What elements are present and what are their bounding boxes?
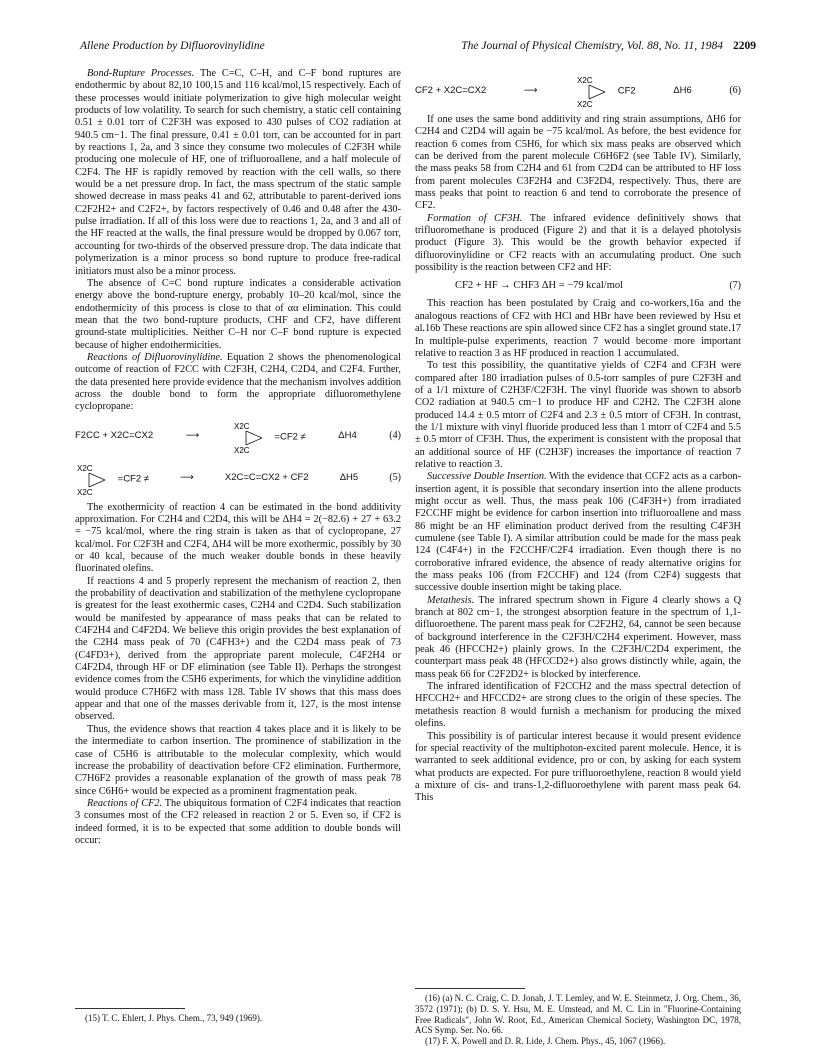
footnotes-right: [415, 982, 741, 1047]
running-title: Allene Production by Difluorovinylidine: [80, 40, 265, 52]
paragraph-double-insertion: [415, 471, 741, 594]
paragraph-text: The ubiquitous formation of C2F4 indicates that reaction 3 consumes most of the CF2 released in reaction 2 or 5. Even so, if CF2 is indeed formed, it is to be expected that some addition to double bonds will occur:: [75, 797, 401, 846]
run-in-heading: Successive Double Insertion.: [427, 471, 547, 483]
equation-7: [415, 278, 741, 294]
cyclopropane-ring-icon: [575, 73, 615, 109]
left-column: [75, 68, 401, 847]
footnotes-left: [75, 1002, 401, 1024]
paragraph-exothermicity: The exothermicity of reaction 4 can be estimated in the bond additivity approximation. For C2H4 and C2D4, this will be ΔH4 = 2(−82.6) + 27 + 63.2 = −75 kcal/mol, where the ring strain is taken as that of cyclopropane, 27 kcal/mol. For C2F3H and C2F4, ΔH4 will be more exothermic, possibly by 30 or 40 kcal, because of the much weaker double bonds in these heavily fluorinated olefins.: [75, 501, 401, 575]
equation-number: (7): [729, 280, 741, 292]
arrow-icon: ⟶: [180, 472, 194, 484]
equation-rhs: X2C=C=CX2 + CF2: [224, 472, 309, 484]
equation-number: (6): [729, 84, 741, 96]
paragraph-text: The C=C, C–H, and C–F bond ruptures are endothermic by about 82,10 100,15 and 116 kcal/mol,15 respectively. Each of these processes would initiate polymerization to give high molecular weight products of low volatility. To search for such chemistry, a static cell containing 0.51 ± 0.01 torr of C2F3H was exposed to 430 pulses of CO2 radiation at 940.5 cm−1. The final pressure, 0.41 ± 0.01 torr, can be accounted for in part by reactions 1, 2a, and 3 since they consume two molecules of C2F3H while producing one molecule of HF, one of trifluoroallene, and a half molecule of C2F4. The HF is rapidly removed by reaction with the cell walls, so there would be a net pressure drop. In fact, the mass spectrum of the static sample showed decrease in mass peaks 41 and 62, attributable to parent-derived ions C2F2H2+ and C2F2+, by factors respectively of 0.46 and 0.48 after the 430-pulse irradiation. If all of this loss were due to reactions 1, 2a, and 3 and all of the HF reacted at the walls, the final pressure would be dropped by 0.067 torr, accounting for two-thirds of the observed pressure drop. The data indicate that polymerization is a minor process so bond rupture to produce free-radical initiators must also be a minor process.: [75, 68, 402, 277]
equation-lhs: =CF2 ≠: [117, 473, 149, 485]
paragraph-mechanism: If reactions 4 and 5 properly represent the mechanism of reaction 2, then the probability of deactivation and stabilization of the methylene cyclopropane is greatest for the least exothermic cases, C2H4 and C2D4. Such stabilization would be manifested by appearance of mass peaks that can be related to C4F2H4 and C4F2D4. We believe this origin provides the best explanation of the C2H4 mass peak of 70 (C4FH3+) and the C2D4 mass peak of 73 (C4FD3+), derived from the appropriate parent molecule, C4F2H4 or C4F2D4, through HF or DF elimination (see Table II). Perhaps the strongest evidence comes from the C5H6 experiments, for which the vinylidine addition would produce C7H6F2 with mass 128. Table IV shows that this mass does appear and that one of the masses derivable from it, 127, is the most intense observed.: [75, 575, 401, 723]
footnote-15: (15) T. C. Ehlert, J. Phys. Chem., 73, 949 (1969).: [85, 1013, 263, 1023]
cyclopropane-ring-icon: [75, 461, 115, 497]
run-in-heading: Reactions of Difluorovinylidine.: [87, 351, 223, 363]
equation-lhs: F2CC + X2C=CX2: [75, 430, 154, 442]
footnote-rule: [75, 1008, 185, 1009]
paragraph-text: With the evidence that CCF2 acts as a carbon-insertion agent, it is possible that secondary insertion into the allene products might occur as well. Thus, the mass peak 106 (C4F3H+) from irradiated F2CCHF might be evidence for carbon insertion into trifluoroallene and mass 86 might be an HF elimination product derived from the resulting C4F3H cumulene (see Table I). A similar attribution could be made for the mass peak 124 (C4F4+) in the F2CCHF/C2F4 irradiation. Even though there is no corroborative infrared evidence, the absence of ready alternative origins for the mass peaks 106 (from F2CCHF) and 124 (from C2F4) suggests that successive double insertion might be taking place.: [415, 471, 741, 594]
journal-header: [461, 40, 756, 52]
run-in-heading: Metathesis.: [427, 594, 475, 606]
arrow-icon: ⟶: [523, 84, 538, 96]
cyclopropane-structure: [75, 461, 149, 497]
cyclopropane-ring-icon: [232, 419, 272, 455]
paragraph-text: The infrared spectrum shown in Figure 4 clearly shows a Q branch at 802 cm−1, the strongest absorption feature in the spectrum of 1,1-difluoroethene. The parent mass peak for C2F2H2, 64, cannot be seen because of background interference in the C2F3H/C2H4 experiment. However, mass peak 46 (HFCCH2+) plainly grows. In the C2F3H/C2D4 experiment, the counterpart mass peak 48 (HFCCD2+) also grows distinctly while, again, the mass peak 66 for C2F2D2+ is blocked by interference.: [415, 594, 742, 680]
paragraph-vinylidine: [75, 352, 401, 414]
ring-label-bottom: X2C: [233, 445, 250, 455]
paragraph-possibility: This possibility is of particular interest because it would present evidence for special reactivity of the multiphoton-excited parent molecule. Hence, it is warranted to seek additional evidence, pro or con, by asking for each system what products are expected. For pure trifluoroethylene, reaction 8 would yield a mixture of cis- and trans-1,2-difluoroethylene with parent mass peak 64. This: [415, 730, 741, 804]
equation-rhs: =CF2 ≠: [274, 431, 306, 443]
enthalpy-label: ΔH4: [338, 430, 357, 442]
cyclopropane-structure: [575, 73, 636, 109]
equation-number: (4): [389, 430, 401, 442]
paragraph-evidence: Thus, the evidence shows that reaction 4 takes place and it is likely to be the intermediate to carbon insertion. The prominence of stabilization in the case of C5H6 is attributable to the molecular complexity, which would increase the probability of deactivation before CF2 elimination. Furthermore, C7H6F2 provides a reasonable explanation of the growth of mass peak 78 since C6H6+ would be expected as a prominent fragmentation peak.: [75, 723, 401, 797]
footnote-16: (16) (a) N. C. Craig, C. D. Jonah, J. T. Lemley, and W. E. Steinmetz, J. Org. Chem., 36, 3572 (1971); (b) D. S. Y. Hsu, M. E. Umstead, and M. C. Lin in "Fluorine-Containing Free Radicals", John W. Root, Ed., American Chemical Society, Washington DC, 1978, ACS Symp. Ser. No. 66.: [415, 993, 741, 1036]
page-number: 2209: [733, 40, 756, 52]
paragraph-craig: This reaction has been postulated by Craig and co-workers,16a and the analogous reactions of CF2 with HCl and HBr have been reviewed by Hsu et al.16b These reactions are spin allowed since CF2 has a singlet ground state.17 In multiple-pulse experiments, reaction 7 would become more important relative to reaction 3 as HF produced in reaction 1 accumulated.: [415, 298, 741, 359]
equation-5: [75, 460, 401, 498]
ring-label-top: X2C: [233, 421, 250, 431]
footnote-rule: [415, 988, 525, 989]
equation-6: [415, 72, 741, 110]
paragraph-text: The infrared evidence definitively shows that trifluoromethane is produced (Figure 2) and that it is a delayed photolysis product (Figure 3). This would be the growth behavior expected if difluorovinylidine or CF2 reacts with an accumulating product. One such possibility is the reaction between CF2 and HF:: [415, 212, 741, 274]
paragraph-cf3h: [415, 213, 741, 275]
paragraph-cc-rupture: The absence of C=C bond rupture indicates a considerable activation energy above the bond-rupture energy, probably 10–20 kcal/mol, since the endothermicity of this process is close to that of αα elimination. This could mean that the two bond-rupture products, CHF and CF2, have different ground-state multiplicities. Neither C–H nor C–F bond rupture is expected because of higher endothermicities.: [75, 277, 401, 351]
footnote-17: (17) F. X. Powell and D. R. Lide, J. Chem. Phys., 45, 1067 (1966).: [425, 1036, 666, 1047]
paragraph-reaction6: If one uses the same bond additivity and ring strain assumptions, ΔH6 for C2H4 and C2D4 will again be −75 kcal/mol. As before, the best evidence for reaction 6 comes from C5H6, for which six mass peaks are observed which can be derived from the parent molecule C6H6F2 (see Table IV). Similarly, the mass peaks 58 from C2H4 and 61 from C2D4 can be attributed to HF loss from parent molecules C3F2H4 and C3F2D4, respectively. Thus, there are mass peaks that point to reaction 6 and tend to corroborate the presence of CF2.: [415, 114, 741, 212]
enthalpy-label: ΔH5: [339, 472, 359, 484]
run-in-heading: Reactions of CF2.: [87, 797, 163, 809]
paragraph-bond-rupture: [75, 68, 401, 278]
equation-rhs: CF2: [617, 85, 636, 97]
equation-4: [75, 418, 401, 456]
paragraph-text: Equation 2 shows the phenomenological outcome of reaction of F2CC with C2F3H, C2H4, C2D4, and C2F4. Further, the data presented here provide evidence that the mechanism involves addition across the double bond to form the appropriate difluoromethylene cyclopropane:: [75, 351, 401, 413]
ring-label-bottom: X2C: [577, 100, 593, 109]
paragraph-test: To test this possibility, the quantitative yields of C2F4 and CF3H were compared after 180 irradiation pulses of 0.5-torr samples of pure C2F3H and of a 1/1 mixture of C2H3F/C2F3H. The vinyl fluoride was shown to absorb CO2 radiation at 940.5 cm−1 to produce HF and C2H2. The C2F3H alone produced 14.4 ± 0.5 mtorr of C2F4 and 2.3 ± 0.5 mtorr of CF3H. In contrast, the 1/1 mixture with vinyl fluoride produced less than 1 mtorr of C2F4 and 5.5 ± 0.5 mtorr of CF3H. Thus, the experiment is consistent with the proposal that an additional source of HF (C2H3F) increases the importance of reaction 7 relative to reaction 3.: [415, 360, 741, 470]
cyclopropane-structure: [232, 419, 306, 455]
paragraph-cf2-reactions: [75, 798, 401, 847]
ring-label-top: X2C: [577, 76, 593, 85]
equation-body: CF2 + HF → CHF3 ΔH = −79 kcal/mol: [455, 280, 624, 292]
arrow-icon: ⟶: [185, 430, 200, 442]
ring-label-bottom: X2C: [77, 487, 93, 497]
run-in-heading: Bond-Rupture Processes.: [87, 68, 195, 79]
enthalpy-label: ΔH6: [673, 84, 692, 96]
run-in-heading: Formation of CF3H.: [427, 212, 523, 224]
ring-label-top: X2C: [77, 463, 93, 473]
journal-citation: The Journal of Physical Chemistry, Vol. 88, No. 11, 1984: [461, 40, 723, 52]
paragraph-infrared-id: The infrared identification of F2CCH2 and the mass spectral detection of HFCCH2+ and HFCCD2+ are strong clues to the origin of these species. The metathesis reaction 8 would furnish a mechanism for producing the mixed olefins.: [415, 681, 741, 730]
right-column: [415, 68, 741, 805]
equation-number: (5): [389, 472, 401, 484]
equation-lhs: CF2 + X2C=CX2: [415, 84, 487, 96]
paragraph-metathesis: [415, 595, 741, 681]
